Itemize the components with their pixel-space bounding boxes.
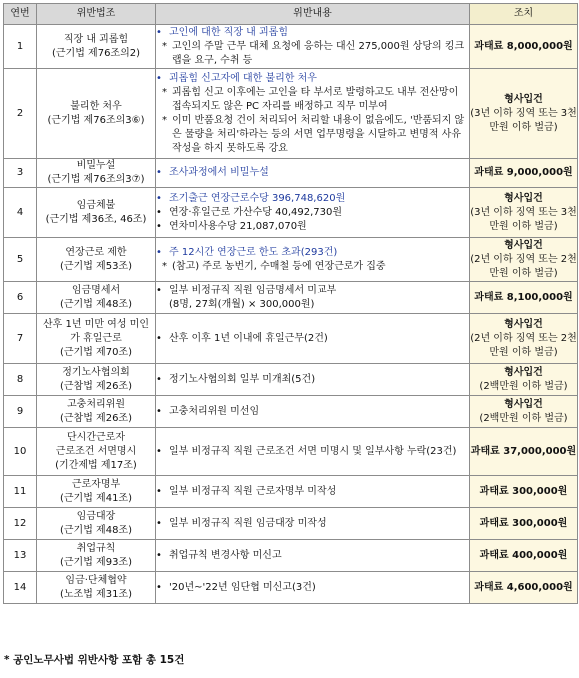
note-text: 괴롭힘 신고 이후에는 고인을 타 부서로 발령하고도 내부 전산망이 접속되지도 않은 PC 자리를 배정하고 직무 미부여 (172, 86, 459, 112)
footnote: * 공인노무사법 위반사항 포함 총 15건 (4, 654, 185, 666)
bullet-text: 정기노사협의회 일부 미개최(5건) (169, 373, 316, 385)
violation-content (156, 188, 470, 238)
law-line: (근기법 제93조) (59, 556, 132, 568)
row-number: 8 (4, 364, 37, 396)
row-number: 1 (4, 25, 37, 69)
violation-content (156, 428, 470, 476)
bullet-mark: • (156, 332, 162, 344)
law-line: (근참법 제26조) (59, 380, 132, 392)
action-detail: (2백만원 이하 벌금) (479, 380, 568, 392)
violation-law (37, 572, 156, 604)
content-continuation: (8명, 27회(개월) × 300,000원) (169, 298, 315, 310)
content-bullet (156, 581, 469, 595)
bullet-mark: • (156, 445, 162, 457)
bullet-text: 조기출근 연장근로수당 396,748,620원 (169, 192, 346, 204)
law-line: 임금대장 (76, 510, 116, 522)
content-bullet (156, 72, 469, 86)
violation-content (156, 364, 470, 396)
content-bullet (156, 549, 469, 563)
violation-content (156, 282, 470, 314)
content-note (156, 114, 469, 156)
row-number: 14 (4, 572, 37, 604)
row-number: 2 (4, 69, 37, 159)
table-row (4, 476, 578, 508)
action-detail: (3년 이하 징역 또는 3천만원 이하 벌금) (470, 206, 577, 232)
law-line: 가 휴일근로 (70, 332, 122, 344)
violation-content (156, 25, 470, 69)
header-action: 조치 (470, 4, 578, 25)
action-cell (470, 159, 578, 188)
violation-law (37, 508, 156, 540)
bullet-text: 취업규칙 변경사항 미신고 (169, 549, 282, 561)
law-line: 임금·단체협약 (65, 574, 127, 586)
table-header-row (4, 4, 578, 25)
content-bullet (156, 220, 469, 234)
violation-content (156, 238, 470, 282)
law-line: (근기법 제48조) (59, 298, 132, 310)
row-number: 5 (4, 238, 37, 282)
bullet-text: 연차미사용수당 21,087,070원 (169, 220, 307, 232)
bullet-text: 일부 비정규직 직원 근로자명부 미작성 (169, 485, 337, 497)
action-cell (470, 572, 578, 604)
content-note (156, 86, 469, 114)
law-line: (근기법 제76조의3⑦) (47, 174, 145, 185)
bullet-text: 주 12시간 연장근로 한도 초과(293건) (169, 246, 338, 258)
row-number: 12 (4, 508, 37, 540)
row-number: 13 (4, 540, 37, 572)
action-detail: (2백만원 이하 벌금) (479, 412, 568, 424)
action-title: 과태료 300,000원 (479, 485, 568, 497)
bullet-mark: • (156, 517, 162, 529)
action-title: 과태료 8,000,000원 (474, 40, 573, 52)
bullet-text: 연장·휴일근로 가산수당 40,492,730원 (169, 206, 343, 218)
action-title: 형사입건 (504, 93, 543, 105)
bullet-mark: • (156, 192, 162, 204)
row-number: 6 (4, 282, 37, 314)
note-text: 이미 반품요청 건이 처리되어 처리할 내용이 없음에도, '반품되지 않은 물량을 처리'하라는 등의 서면 업무명령을 시달하고 변명적 사유 작성을 하지 못하도록 강요 (172, 114, 465, 154)
law-line: (근기법 제70조) (59, 346, 132, 358)
table-row (4, 314, 578, 364)
law-line: 취업규칙 (76, 542, 116, 554)
action-title: 형사입건 (504, 398, 543, 410)
law-line: (근참법 제26조) (59, 412, 132, 424)
action-detail: (2년 이하 징역 또는 2천만원 이하 벌금) (470, 332, 577, 358)
content-bullet (156, 332, 469, 346)
content-note (156, 40, 469, 68)
bullet-text: 괴롭힘 신고자에 대한 불리한 처우 (169, 72, 317, 84)
law-line: (근기법 제76조의3⑥) (47, 114, 145, 126)
law-line: 직장 내 괴롭힘 (63, 33, 129, 45)
law-line: 임금명세서 (71, 284, 121, 296)
bullet-mark: • (156, 72, 162, 84)
action-title: 과태료 4,600,000원 (474, 581, 573, 593)
violation-content (156, 159, 470, 188)
table-row (4, 282, 578, 314)
table-row (4, 159, 578, 188)
content-bullet (156, 284, 469, 298)
bullet-mark: • (156, 373, 162, 385)
violation-content (156, 540, 470, 572)
bullet-mark: • (156, 284, 162, 296)
note-mark: * (162, 86, 167, 98)
action-detail: (3년 이하 징역 또는 3천만원 이하 벌금) (470, 107, 577, 133)
action-title: 과태료 300,000원 (479, 517, 568, 529)
note-mark: * (162, 114, 167, 126)
action-cell (470, 508, 578, 540)
action-cell (470, 314, 578, 364)
bullet-mark: • (156, 220, 162, 232)
content-bullet (156, 445, 469, 459)
bullet-text: 산후 이후 1년 이내에 휴일근무(2건) (169, 332, 328, 344)
bullet-text: 일부 비정규직 직원 임금명세서 미교부 (169, 284, 337, 296)
row-number: 11 (4, 476, 37, 508)
header-law: 위반법조 (37, 4, 156, 25)
law-line: (근기법 제41조) (59, 492, 132, 504)
table-row (4, 188, 578, 238)
violation-law (37, 428, 156, 476)
action-cell (470, 540, 578, 572)
content-bullet (156, 206, 469, 220)
content-note (156, 260, 469, 274)
law-line: 연장근로 제한 (65, 246, 127, 258)
table-row (4, 396, 578, 428)
action-title: 형사입건 (504, 366, 543, 378)
bullet-mark: • (156, 485, 162, 497)
law-line: (근기법 제36조, 46조) (45, 213, 147, 225)
law-line: 임금체불 (76, 199, 116, 211)
action-cell (470, 364, 578, 396)
violation-law (37, 540, 156, 572)
violation-law (37, 238, 156, 282)
table-row (4, 238, 578, 282)
action-title: 과태료 9,000,000원 (474, 167, 573, 178)
law-line: (노조법 제31조) (59, 588, 132, 600)
note-mark: * (162, 260, 167, 272)
table-row (4, 364, 578, 396)
bullet-text: 일부 비정규직 직원 근로조건 서면 미명시 및 일부사항 누락(23건) (169, 445, 457, 457)
row-number: 4 (4, 188, 37, 238)
content-bullet (156, 517, 469, 531)
bullet-mark: • (156, 581, 162, 593)
content-bullet (156, 246, 469, 260)
content-bullet (156, 405, 469, 419)
row-number: 3 (4, 159, 37, 188)
law-line: (근기법 제53조) (59, 260, 132, 272)
law-line: 불리한 처우 (70, 100, 122, 112)
note-text: 고인의 주말 근무 대체 요청에 응하는 대신 275,000원 상당의 킹크랩을 요구, 수취 등 (172, 40, 465, 66)
bullet-mark: • (156, 26, 162, 38)
violation-content (156, 396, 470, 428)
action-cell (470, 396, 578, 428)
note-mark: * (162, 40, 167, 52)
violation-content (156, 69, 470, 159)
action-cell (470, 188, 578, 238)
law-line: 근로조건 서면명시 (55, 445, 137, 457)
violation-law (37, 282, 156, 314)
violation-law (37, 159, 156, 188)
bullet-mark: • (156, 206, 162, 218)
law-line: 산후 1년 미만 여성 미인 (42, 318, 150, 330)
bullet-mark: • (156, 405, 162, 417)
action-title: 과태료 8,100,000원 (474, 291, 573, 303)
content-bullet (156, 485, 469, 499)
table-row (4, 540, 578, 572)
bullet-mark: • (156, 246, 162, 258)
content-bullet (156, 373, 469, 387)
bullet-text: 고인에 대한 직장 내 괴롭힘 (169, 26, 288, 38)
bullet-text: 조사과정에서 비밀누설 (169, 167, 269, 178)
action-title: 형사입건 (504, 239, 543, 251)
bullet-text: 고충처리위원 미선임 (169, 405, 260, 417)
action-title: 과태료 400,000원 (479, 549, 568, 561)
header-no: 연번 (4, 4, 37, 25)
violation-law (37, 25, 156, 69)
action-cell (470, 238, 578, 282)
law-line: 단시간근로자 (67, 431, 125, 443)
violation-law (37, 476, 156, 508)
table-row (4, 69, 578, 159)
table-row (4, 508, 578, 540)
law-line: (근기법 제76조의2) (51, 47, 141, 59)
action-cell (470, 282, 578, 314)
violation-content (156, 508, 470, 540)
action-cell (470, 476, 578, 508)
content-bullet (156, 166, 469, 180)
violation-content (156, 476, 470, 508)
violations-table (3, 3, 578, 604)
law-line: 근로자명부 (71, 478, 121, 490)
table-row (4, 25, 578, 69)
law-line: (기간제법 제17조) (55, 459, 137, 471)
violation-law (37, 396, 156, 428)
bullet-text: '20년~'22년 임단협 미신고(3건) (169, 581, 316, 593)
table-row (4, 428, 578, 476)
violation-law (37, 364, 156, 396)
law-line: (근기법 제48조) (59, 524, 132, 536)
note-text: (참고) 주로 농번기, 수매철 등에 연장근로가 집중 (172, 260, 386, 272)
header-content: 위반내용 (156, 4, 470, 25)
law-line: 고충처리위원 (67, 398, 125, 410)
action-detail: (2년 이하 징역 또는 2천만원 이하 벌금) (470, 253, 577, 279)
law-line: 비밀누설 (76, 160, 116, 171)
violation-law (37, 188, 156, 238)
violation-content (156, 314, 470, 364)
action-cell (470, 25, 578, 69)
table-body (4, 25, 578, 604)
bullet-mark: • (156, 167, 162, 178)
bullet-mark: • (156, 549, 162, 561)
law-line: 정기노사협의회 (62, 366, 130, 378)
violation-law (37, 69, 156, 159)
row-number: 7 (4, 314, 37, 364)
action-title: 형사입건 (504, 192, 543, 204)
content-bullet (156, 192, 469, 206)
action-title: 형사입건 (504, 318, 543, 330)
action-title: 과태료 37,000,000원 (470, 445, 577, 457)
bullet-text: 일부 비정규직 직원 임금대장 미작성 (169, 517, 327, 529)
action-cell (470, 69, 578, 159)
row-number: 10 (4, 428, 37, 476)
content-bullet (156, 26, 469, 40)
violation-law (37, 314, 156, 364)
action-cell (470, 428, 578, 476)
violation-content (156, 572, 470, 604)
row-number: 9 (4, 396, 37, 428)
table-row (4, 572, 578, 604)
